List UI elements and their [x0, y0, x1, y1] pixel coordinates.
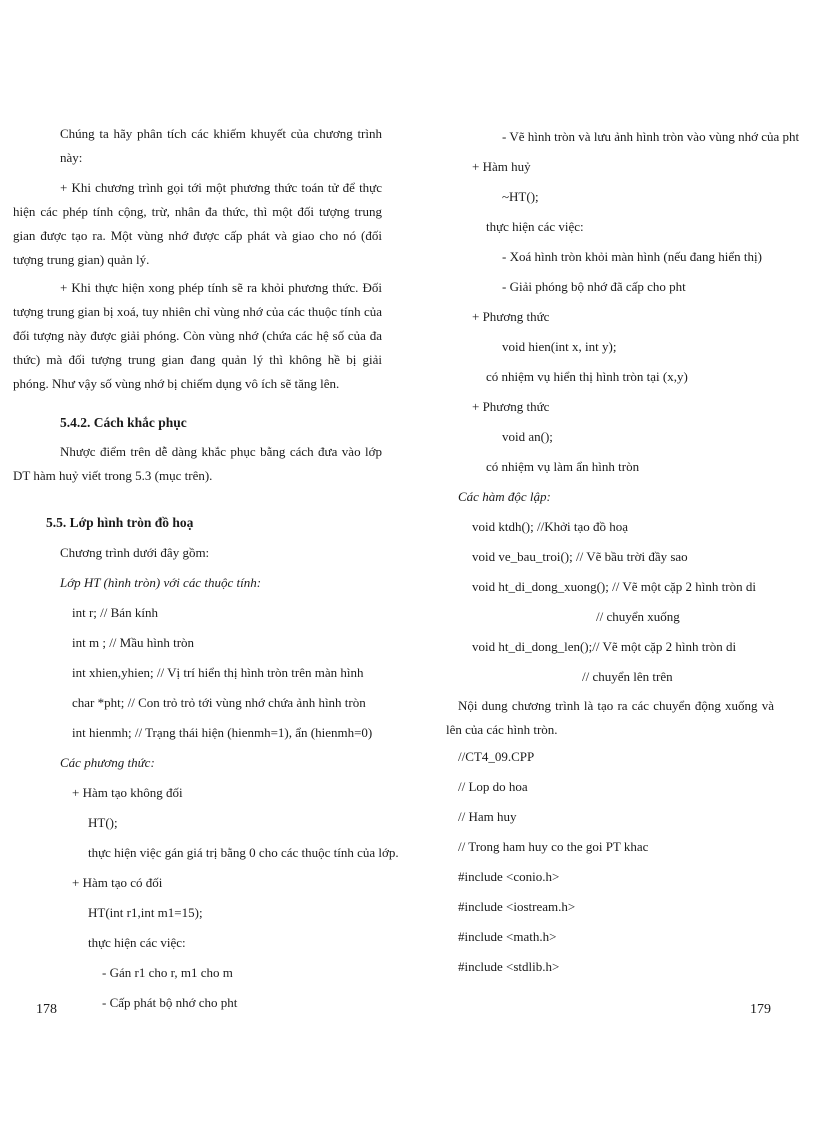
line-fn-ht-di-dong-xuong-cont: // chuyển xuống — [596, 609, 680, 624]
paragraph-defect-1 — [13, 176, 382, 272]
code-line-7: #include <math.h> — [458, 929, 557, 944]
paragraph-defect-2-text: + Khi thực hiện xong phép tính sẽ ra khỏi phương thức. Đối tượng trung gian bị xoá, tuy nhiên chỉ vùng nhớ của các thuộc tính của đối tượng này được giải phóng. Còn vùng nhớ (chứa các hệ số của đa thức) mà đối tượng trung gian đang quản lý thì không hề bị giải phóng. Như vậy số vùng nhớ bị chiếm dụng vô ích sẽ tăng lên. — [13, 280, 382, 391]
right-page-column — [446, 122, 800, 982]
page-number-left: 178 — [36, 1002, 57, 1017]
paragraph-defect-2 — [13, 276, 382, 396]
line-fn-ve-bau-troi: void ve_bau_troi(); // Vẽ bầu trời đầy sao — [472, 549, 688, 564]
line-class-attributes: Lớp HT (hình tròn) với các thuộc tính: — [60, 575, 262, 590]
line-program-intro: Chương trình dưới đây gồm: — [60, 545, 210, 560]
line-dtor-step-1: - Xoá hình tròn khỏi màn hình (nếu đang hiển thị) — [502, 249, 762, 264]
section-heading-5-5: 5.5. Lớp hình tròn đồ hoạ — [46, 515, 194, 530]
line-attr-hienmh: int hienmh; // Trạng thái hiện (hienmh=1), ẩn (hienmh=0) — [72, 725, 373, 740]
line-attr-r: int r; // Bán kính — [72, 605, 158, 620]
code-line-6: #include <iostream.h> — [458, 899, 576, 914]
code-line-1: //CT4_09.CPP — [458, 749, 535, 764]
line-ctor-param-desc: thực hiện các việc: — [88, 935, 186, 950]
line-ctor-default: + Hàm tạo không đối — [72, 785, 183, 800]
line-ctor-param-sig: HT(int r1,int m1=15); — [88, 905, 203, 920]
line-fn-ktdh: void ktdh(); //Khởi tạo đồ hoạ — [472, 519, 628, 534]
line-dtor-desc: thực hiện các việc: — [486, 219, 584, 234]
section-heading-5-4-2: 5.4.2. Cách khắc phục — [60, 415, 187, 430]
line-ctor-default-desc: thực hiện việc gán giá trị bằng 0 cho các thuộc tính của lớp. — [88, 845, 399, 860]
code-line-5: #include <conio.h> — [458, 869, 560, 884]
line-ctor-step-2: - Cấp phát bộ nhớ cho pht — [102, 995, 238, 1010]
line-fn-ht-di-dong-xuong: void ht_di_dong_xuong(); // Vẽ một cặp 2 hình tròn di — [472, 579, 756, 594]
line-dtor-step-2: - Giải phóng bộ nhớ đã cấp cho pht — [502, 279, 686, 294]
code-line-2: // Lop do hoa — [458, 779, 528, 794]
line-method-hien-desc: có nhiệm vụ hiển thị hình tròn tại (x,y) — [486, 369, 688, 384]
page-number-right: 179 — [750, 1002, 771, 1017]
line-dtor: + Hàm huỷ — [472, 159, 531, 174]
line-ctor-default-sig: HT(); — [88, 815, 118, 830]
line-method-hien: + Phương thức — [472, 309, 550, 324]
line-attr-m: int m ; // Mầu hình tròn — [72, 635, 195, 650]
line-ctor-step-3: - Vẽ hình tròn và lưu ảnh hình tròn vào vùng nhớ của pht — [502, 129, 800, 144]
line-method-an-sig: void an(); — [502, 429, 553, 444]
line-ctor-param: + Hàm tạo có đối — [72, 875, 163, 890]
paragraph-program-content-text: Nội dung chương trình là tạo ra các chuyển động xuống và lên của các hình tròn. — [446, 698, 774, 737]
line-methods: Các phương thức: — [60, 755, 155, 770]
line-fn-ht-di-dong-len-cont: // chuyển lên trên — [582, 669, 673, 684]
line-ctor-step-1: - Gán r1 cho r, m1 cho m — [102, 965, 233, 980]
line-method-hien-sig: void hien(int x, int y); — [502, 339, 617, 354]
line-dtor-sig: ~HT(); — [502, 189, 539, 204]
code-line-3: // Ham huy — [458, 809, 517, 824]
line-attr-xhien: int xhien,yhien; // Vị trí hiển thị hình tròn trên màn hình — [72, 665, 364, 680]
code-line-4: // Trong ham huy co the goi PT khac — [458, 839, 649, 854]
line-method-an-desc: có nhiệm vụ làm ẩn hình tròn — [486, 459, 640, 474]
paragraph-fix-text: Nhược điểm trên dễ dàng khắc phục bằng cách đưa vào lớp DT hàm huỷ viết trong 5.3 (mục trên). — [13, 444, 382, 483]
line-fn-ht-di-dong-len: void ht_di_dong_len();// Vẽ một cặp 2 hình tròn di — [472, 639, 737, 654]
paragraph-intro: Chúng ta hãy phân tích các khiếm khuyết của chương trình này: — [60, 126, 382, 165]
paragraph-fix — [13, 440, 382, 488]
paragraph-defect-1-text: + Khi chương trình gọi tới một phương thức toán tử để thực hiện các phép tính cộng, trừ, nhân đa thức, thì một đối tượng trung gian được tạo ra. Một vùng nhớ được cấp phát và giao cho nó (đối tượng trung gian) quản lý. — [13, 180, 382, 267]
line-standalone-functions: Các hàm độc lập: — [458, 489, 551, 504]
paragraph-program-content — [446, 694, 774, 742]
line-method-an: + Phương thức — [472, 399, 550, 414]
code-line-8: #include <stdlib.h> — [458, 959, 560, 974]
line-attr-pht: char *pht; // Con trỏ trỏ tới vùng nhớ chứa ảnh hình tròn — [72, 695, 366, 710]
